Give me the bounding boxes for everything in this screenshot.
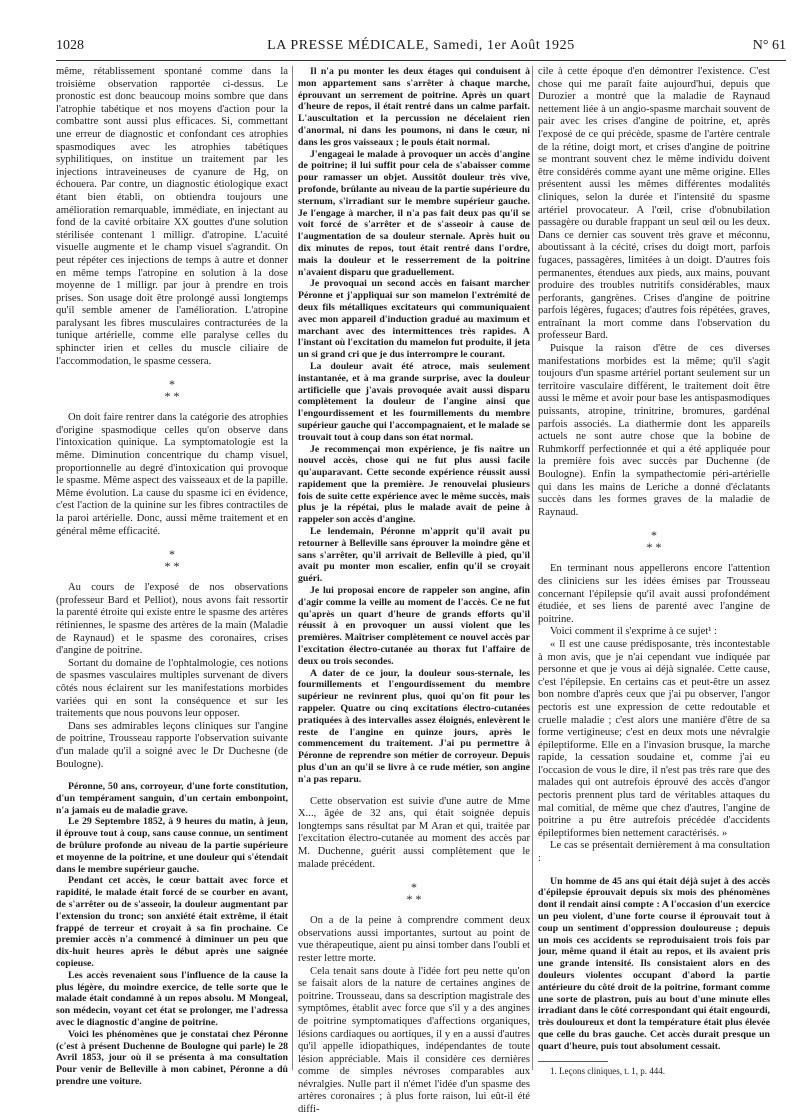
column-divider [292,66,293,1070]
paragraph: Cette observation est suivie d'une autre de Mme X..., âgée de 32 ans, qui était soignée depuis longtemps sans résultat par M Aran et qui, traitée par l'excitation électro-cutanée au moment des accès par M. Duchenne, guérit aussi complètement que le malade précédent. [298,795,530,870]
column-3 [538,66,770,1076]
running-header [56,38,786,58]
section-separator: * * * [164,547,180,574]
section-separator: * * * [164,377,180,404]
case-paragraph: Péronne, 50 ans, corroyeur, d'une forte constitution, d'un tempérament sanguin, d'un certain embonpoint, n'a jamais eu de maladie grave. [56,781,288,816]
case-paragraph: Un homme de 45 ans qui était déjà sujet à des accès d'épilepsie éprouvait depuis six mois des phénomènes dont il rendait ainsi compte : A l'occasion d'un exercice un peu violent, d'une forte course il éprouvait tout à coup un sentiment d'oppression douloureuse ; depuis un mois ces accidents se reproduisaient trois fois par jour, même quand il était au repos, et ils avaient pris une grande intensité. Ils consistaient alors en des douleurs violentes occupant d'abord la partie antérieure du côté droit de la poitrine, formant comme une sorte de plastron, puis au bout d'une minute elles irradiant dans le côté correspondant qui était engourdi, très douloureux et dont la température était plus élevée que celle du bras gauche. Cet accès durait presque un quart d'heure, puis tout absolument cessait. [538,875,770,1052]
section-separator: * * * [406,880,422,907]
paragraph: Cela tenait sans doute à l'idée fort peu nette qu'on se faisait alors de la nature de certaines angines de poitrine. Trousseau, dans sa description magistrale des symptômes, établit avec force que s'il y a des angines de poitrine symptomatiques d'affections organiques, lésions cardiaques ou aortiques, il y en a aussi d'autres qu'il appelle idiopathiques, indépendantes de toute lésion appréciable. Mais il considère ces dernières comme de simples névroses comparables aux névralgies. Nulle part il n'émet l'idée d'un spasme des artères coronaires ; à plus forte raison, lui eût-il été diffi- [298,965,530,1116]
issue-number: N° 61 [752,38,786,53]
case-paragraph: Je provoquai un second accès en faisant marcher Péronne et j'appliquai sur son mamelon l'extrémité de deux fils métalliques excitateurs qui communiquaient avec mon appareil d'induction gradué au maximum et marchant avec des intermittences très rapides. A l'instant où l'excitation du mamelon fut produite, il jeta un si grand cri que je dus interrompre le courant. [298,278,530,361]
case-paragraph: La douleur avait été atroce, mais seulement instantanée, et à ma grande surprise, avec la douleur artificielle que j'avais provoquée avait aussi disparu complètement la douleur de l'angine ainsi que l'engourdissement et les fourmillements du membre supérieur gauche qui l'accompagnaient, et le malade se trouvait tout à coup dans son état normal. [298,360,530,443]
quotation: « Il est une cause prédisposante, très incontestable à mon avis, que je n'ai cependant vue indiquée par personne et que je vous ai déjà signalée. Cette cause, c'est l'épilepsie. En certains cas et peut-être un assez bon nombre d'après ceux que j'ai pu observer, l'angor pectoris est une expression de cette redoutable et cruelle maladie ; c'est alors une manière d'être de sa forme vertigineuse; c'est en deux mots une névralgie épileptiforme. Elle en a l'invasion brusque, la marche rapide, la cessation soudaine et, comme j'ai eu l'occasion de vous le dire, il n'est pas très rare que des malades qui ont autrefois éprouvé des accès d'angor pectoris prennent plus tard de véritables attaques du mal comitial, de même que chez d'autres, l'angine de poitrine a pu être autrefois précédée d'accidents épileptiformes bien nettement caractérisés. » [538,638,770,839]
case-paragraph: Je recommençai mon expérience, je fis naître un nouvel accès, chose qui ne fut plus aussi facile qu'auparavant. Cette seconde expérience réussit aussi rapidement que la première. Je renouvelai plusieurs fois de suite cette expérience avec le même succès, mais plus je la répétai, plus le malade avait de peine à rappeler son accès d'angine. [298,443,530,526]
case-paragraph: J'engageai le malade à provoquer un accès d'angine de poitrine; il lui suffit pour cela de s'abaisser comme pour ramasser un objet. Aussitôt douleur très vive, profonde, brûlante au niveau de la partie supérieure du sternum, s'irradiant sur le membre supérieur gauche. Je l'engage à marcher, il n'a pas fait deux pas qu'il se voit forcé de s'arrêter et de s'asseoir à cause de l'augmentation de sa douleur sternale. Après huit ou dix minutes de repos, tout était rentré dans l'ordre, mais la douleur et le resserrement de la poitrine n'avaient disparu que graduellement. [298,148,530,278]
paragraph: Le cas se présentait dernièrement à ma consultation : [538,840,770,865]
paragraph: cile à cette époque d'en démontrer l'existence. C'est chose qui me paraît faite aujourd'hui, depuis que Durozier a montré que la maladie de Raynaud nettement liée à un angio-spasme marchait souvent de pair avec les crises d'angine de poitrine, et, après l'exposé de ce qui précède, spasme de l'artère centrale de la rétine, doigt mort, et crises d'angine de poitrine se montrant souvent chez le même individu doivent être considérés comme ayant une même origine. Elles présentent aussi les mêmes différentes modalités cliniques, selon la durée et l'intensité du spasme artériel provocateur. A l'œil, crise d'obnubilation passagère ou durable frappant un seul œil ou les deux. Dans ce dernier cas souvent très grave et méconnu, aboutissant à la cécité, crises du doigt mort, parfois fugaces, passagères, limitées à un doigt. D'autres fois permanentes, étendues aux pieds, aux mains, pouvant produire des troubles nutritifs considérables, maux perforants, gangrènes. Crises d'angine de poitrine parfois légères, fugaces; d'autres fois répétées, graves, entraînant la mort comme dans l'observation du professeur Bard. [538,66,770,342]
paragraph: En terminant nous appellerons encore l'attention des cliniciens sur les idées émises par Trousseau concernant l'épilepsie qu'il avait aussi profondément étudiée, et ses liens de parenté avec l'angine de poitrine. [538,563,770,625]
column-2 [298,66,530,1116]
case-paragraph: Les accès revenaient sous l'influence de la cause la plus légère, du moindre exercice, de telle sorte que le malade était condamné à un repos absolu. M Mongeal, son médecin, voyant cet état se prolonger, me l'adressa avec le diagnostic d'angine de poitrine. [56,969,288,1029]
paragraph: Sortant du domaine de l'ophtalmologie, ces notions de spasmes vasculaires multiples survenant de divers côtés nous éclairent sur les manifestations morbides variées qui en sont la conséquence et sur les traitements que nous pouvons leur opposer. [56,657,288,720]
case-paragraph: Voici les phénomènes que je constatai chez Péronne (c'est à présent Duchenne de Boulogne qui parle) le 28 Avril 1853, jour où il se présenta à ma consultation Pour venir de Belleville à mon cabinet, Péronne a dû prendre une voiture. [56,1028,288,1088]
case-paragraph: Je lui proposai encore de rappeler son angine, afin d'agir comme la veille au moment de l'accès. Ce ne fut qu'après un quart d'heure de grands efforts qu'il réussit à en provoquer un aussi violent que les premières. Maîtriser complètement ce nouvel accès par l'excitation électro-cutanée au thorax fut l'affaire de deux ou trois secondes. [298,585,530,667]
column-1 [56,66,288,1088]
column-divider [532,66,533,1070]
header-rule [56,60,786,61]
paragraph: Au cours de l'exposé de nos observations (professeur Bard et Pelliot), nous avons fait ressortir la parenté étroite qui existe entre le spasme des artères rétiniennes, le spasme des artères de la main (Maladie de Raynaud) et le spasme des coronaires, crises d'angine de poitrine. [56,582,288,657]
page-number: 1028 [56,38,84,53]
section-separator: * * * [646,528,662,555]
case-paragraph: Le 29 Septembre 1852, à 9 heures du matin, à jeun, il éprouve tout à coup, sans cause connue, un sentiment de brûlure profonde au niveau de la partie supérieure et moyenne de la poitrine, et une douleur qui s'étendait dans le membre supérieur gauche. [56,816,288,875]
case-paragraph: Le lendemain, Péronne m'apprit qu'il avait pu retourner à Belleville sans éprouver la moindre gêne et sans s'arrêter, qu'il arrivait de Belleville à pied, qu'il avait pu monter mon escalier, enfin qu'il se croyait guéri. [298,526,530,585]
paragraph: Puisque la raison d'être de ces diverses manifestations morbides est la même; qu'il s'agit toujours d'un spasme artériel portant seulement sur un territoire vasculaire différent, le traitement doit être aussi le même et avoir pour base les antispasmodiques puissants, atropine, trinitrine, bromures, gardénal parfois associés. La diathermie dont les appareils actuels ne sont autre chose que la bobine de Ruhmkorff perfectionnée et qui a été appliquée pour la première fois avec succès par Duchenne (de Boulogne). Enfin la sympathectomie péri-artérielle qui dans les mains de Leriche a donné d'éclatants succès dans les formes graves de la maladie de Raynaud. [538,343,770,518]
footnote-rule [538,1061,608,1062]
journal-title: LA PRESSE MÉDICALE, Samedi, 1er Août 1925 [267,38,575,53]
paragraph: Voici comment il s'exprime à ce sujet¹ : [550,626,717,638]
paragraph: même, rétablissement spontané comme dans la troisième observation rapportée ci-dessus. Le pronostic est donc beaucoup moins sombre que dans l'atrophie tabétique et nos moyens d'action pour la combattre sont aussi plus efficaces. Si, commettant une erreur de diagnostic et confondant ces atrophies spasmodiques avec les atrophies tabétiques syphilitiques, on institue un traitement par les injections intraveineuses de cyanure de Hg, on échouera. Par contre, un diagnostic étiologique exact étant bien établi, on obtiendra toujours une amélioration remarquable, immédiate, en injectant au fond de la cavité orbitaire XX gouttes d'une solution stérilisée contenant 1 milligr. d'atropine. L'acuité visuelle augmente et le champ visuel s'agrandit. On peut répéter ces injections de temps à autre et donner en même temps l'atropine en solution à la dose moyenne de 1 milligr. par jour à prendre en trois prises. Son usage doit être prolongé aussi longtemps qu'il semble amener de l'amélioration. L'atropine paralysant les fibres musculaires contracturées de la tunique artérielle, comme elle paralyse celles du sphincter irien et celles du muscle ciliaire de l'accommodation, le spasme cessera. [56,66,288,367]
case-paragraph: Pendant cet accès, le cœur battait avec force et rapidité, le malade était forcé de se courber en avant, de s'arrêter ou de s'asseoir, la douleur augmentant par l'extension du tronc; son anxiété était extrême, il était frappé de terreur et croyait à sa fin prochaine. Ce premier accès n'a commencé à diminuer un peu que dix-huit heures après le début après une saignée copieuse. [56,875,288,970]
case-paragraph: Il n'a pu monter les deux étages qui conduisent à mon appartement sans s'arrêter à chaque marche, éprouvant un serrement de poitrine. Après un quart d'heure de repos, il était rentré dans un calme parfait. L'auscultation et la percussion ne décelaient rien d'anormal, ni dans les poumons, ni dans le cœur, ni dans les gros vaisseaux ; le pouls était normal. [298,66,530,148]
paragraph: Dans ses admirables leçons cliniques sur l'angine de poitrine, Trousseau rapporte l'observation suivante d'un malade qu'il a soigné avec le Dr Duchesne (de Boulogne). [56,720,288,770]
footnote: 1. Leçons cliniques, t. 1, p. 444. [550,1065,665,1076]
case-paragraph: A dater de ce jour, la douleur sous-sternale, les fourmillements et l'engourdissement du membre supérieur ne revinrent plus, quoi qu'on fit pour les rappeler. Quatre ou cinq excitations électro-cutanées pratiquées à des intervalles assez éloignés, enlevèrent le reste de l'angine en quinze jours, après le commencement du traitement. J'ai pu permettre à Péronne de reprendre son métier de corroyeur. Depuis plus d'un an qu'il se livre à ce rude métier, son angine n'a pas reparu. [298,667,530,785]
paragraph: On doit faire rentrer dans la catégorie des atrophies d'origine spasmodique celles qu'on observe dans l'intoxication quinique. La symptomatologie est la même. Diminution concentrique du champ visuel, proportionnelle au degré d'intoxication qui provoque le spasme. Même aspect des vaisseaux et de la papille. Même évolution. La cause du spasme ici en évidence, c'est l'action de la quinine sur les fibres contractiles de la paroi artérielle. Donc, aussi même traitement et en général même efficacité. [56,412,288,537]
paragraph: On a de la peine à comprendre comment deux observations aussi importantes, surtout au point de vue thérapeutique, aient pu ainsi tomber dans l'oubli et rester lettre morte. [298,915,530,964]
